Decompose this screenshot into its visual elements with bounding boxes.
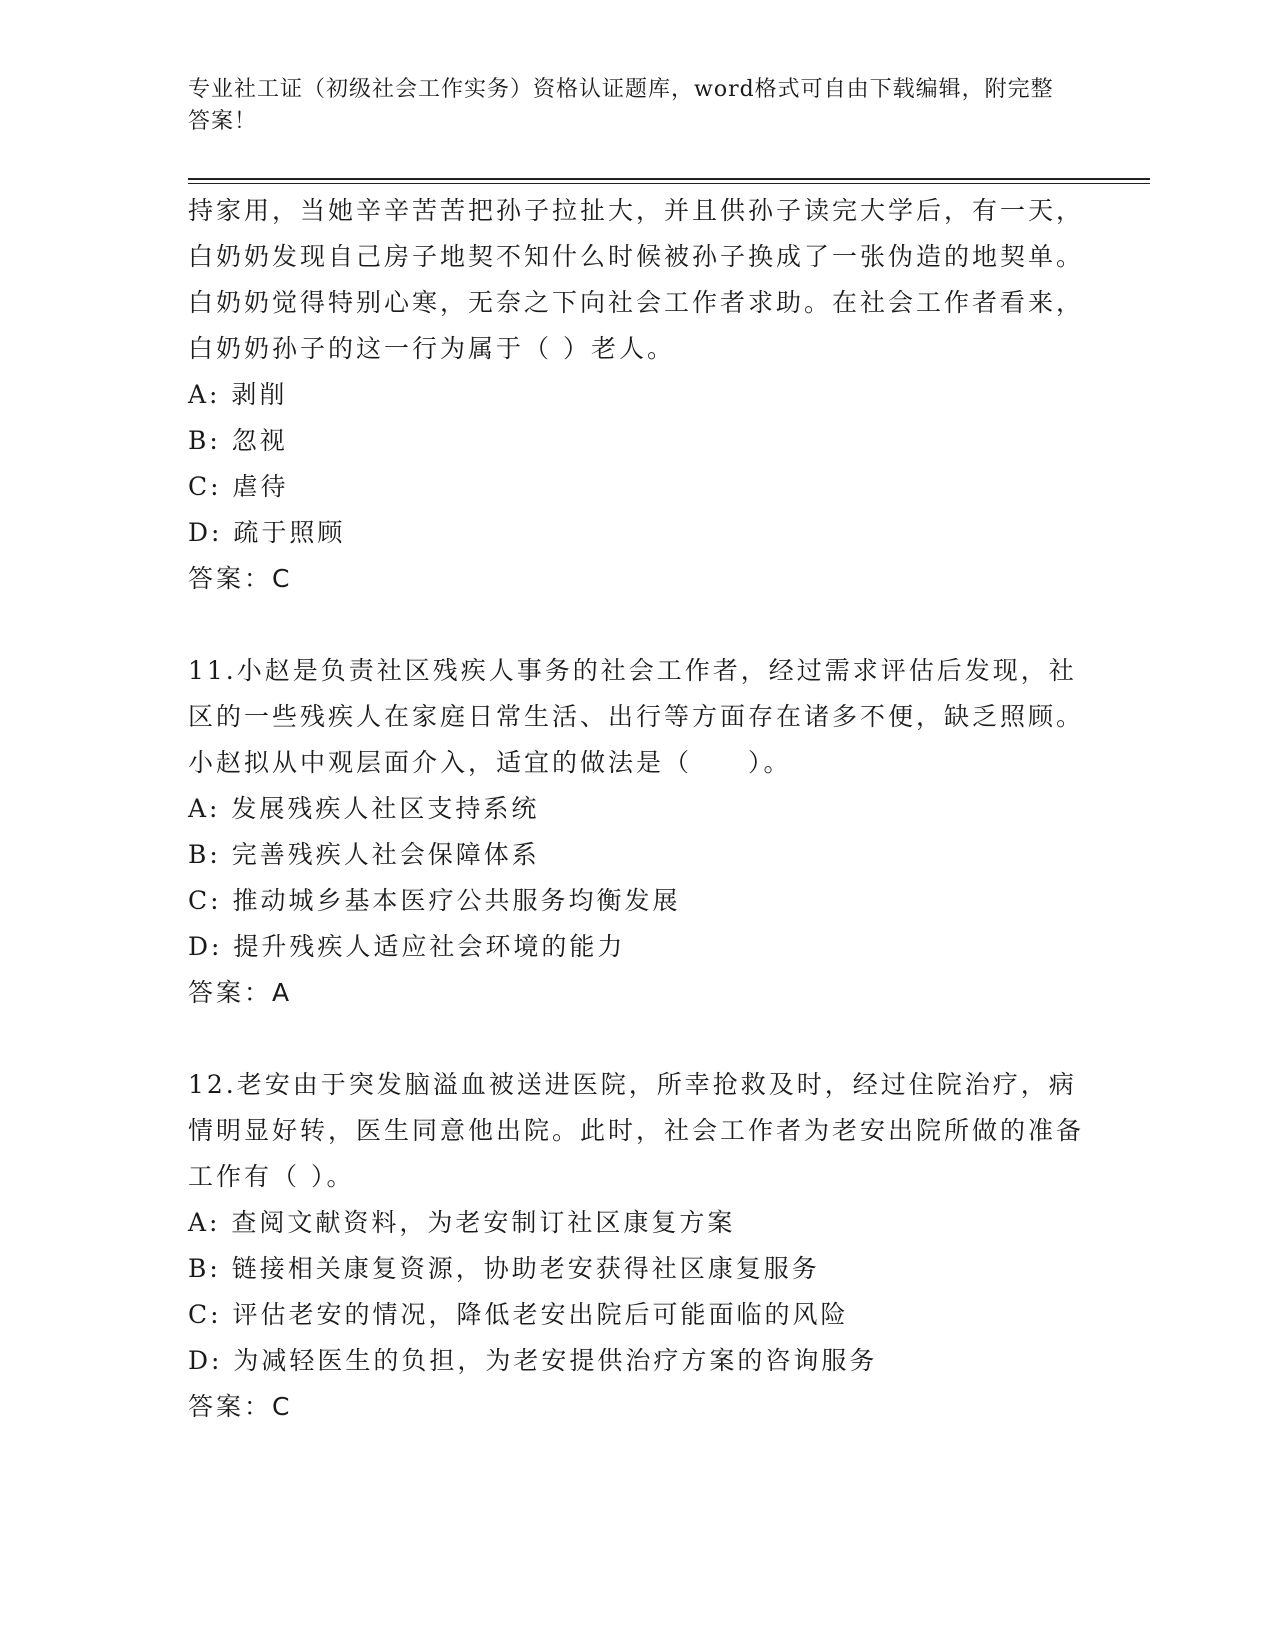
answer: 答案：C [188, 1392, 293, 1421]
option-b: B: 链接相关康复资源，协助老安获得社区康复服务 [188, 1254, 820, 1283]
option-d: D: 为减轻医生的负担，为老安提供治疗方案的咨询服务 [188, 1346, 878, 1375]
option-c: C: 虐待 [188, 472, 289, 501]
question-stem: 持家用，当她辛辛苦苦把孙子拉扯大，并且供孙子读完大学后，有一天，白奶奶发现自己房子地契不知什么时候被孙子换成了一张伪造的地契单。白奶奶觉得特别心寒，无奈之下向社会工作者求助。在社会工作者看来，白奶奶孙子的这一行为属于（ ）老人。 [188, 196, 1085, 363]
question-stem: 11.小赵是负责社区残疾人事务的社会工作者，经过需求评估后发现，社区的一些残疾人在家庭日常生活、出行等方面存在诸多不便，缺乏照顾。小赵拟从中观层面介入，适宜的做法是（ ）。 [188, 656, 1085, 777]
header-rule-thick [188, 178, 1150, 180]
option-d: D: 提升残疾人适应社会环境的能力 [188, 932, 626, 961]
question-10 [188, 188, 1088, 602]
option-b: B: 忽视 [188, 426, 288, 455]
option-a: A: 查阅文献资料，为老安制订社区康复方案 [188, 1208, 736, 1237]
question-stem: 12.老安由于突发脑溢血被送进医院，所幸抢救及时，经过住院治疗，病情明显好转，医生同意他出院。此时，社会工作者为老安出院所做的准备工作有（ ）。 [188, 1070, 1085, 1191]
answer: 答案：A [188, 978, 293, 1007]
option-c: C: 推动城乡基本医疗公共服务均衡发展 [188, 886, 681, 915]
option-a: A: 发展残疾人社区支持系统 [188, 794, 540, 823]
header-rule-thin [188, 183, 1150, 184]
answer: 答案：C [188, 564, 293, 593]
option-a: A: 剥削 [188, 380, 288, 409]
option-b: B: 完善残疾人社会保障体系 [188, 840, 540, 869]
document-body [188, 188, 1088, 1430]
option-c: C: 评估老安的情况，降低老安出院后可能面临的风险 [188, 1300, 849, 1329]
document-header: 专业社工证（初级社会工作实务）资格认证题库，word格式可自由下载编辑，附完整答案！ [188, 77, 1054, 134]
question-12 [188, 1062, 1088, 1430]
question-11 [188, 648, 1088, 1016]
option-d: D: 疏于照顾 [188, 518, 346, 547]
